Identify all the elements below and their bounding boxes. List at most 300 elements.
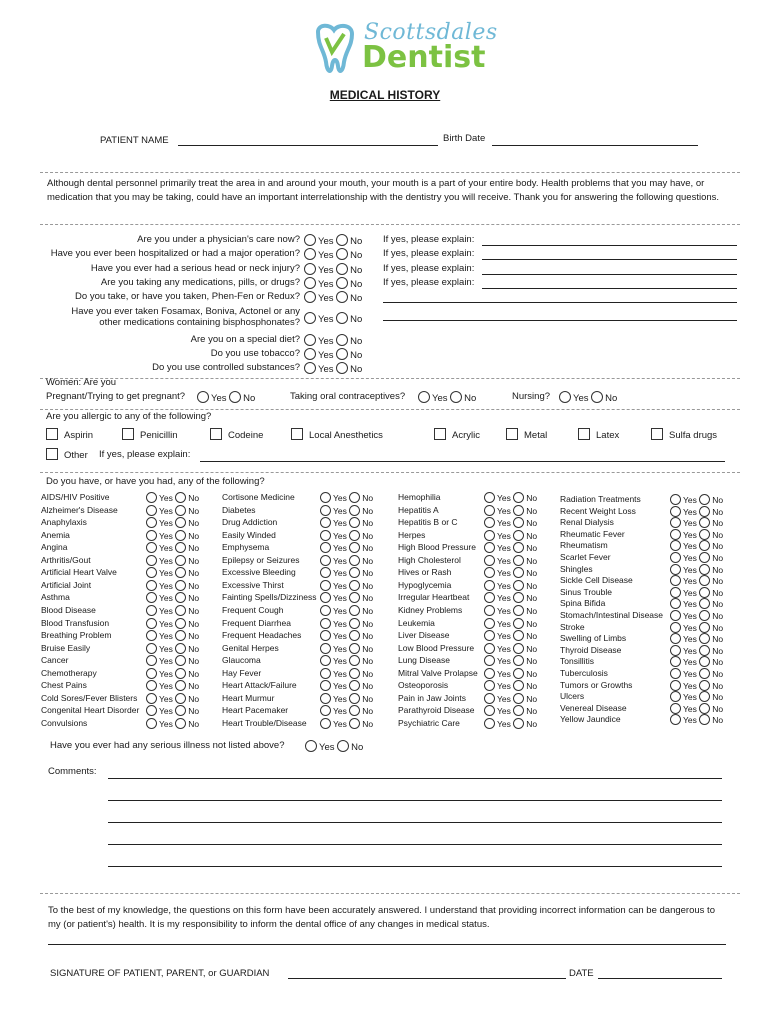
radio-yes[interactable] (670, 691, 681, 702)
radio-yes[interactable] (559, 391, 571, 403)
radio-yes[interactable] (484, 630, 495, 641)
yes-no-group[interactable] (146, 705, 199, 716)
radio-no[interactable] (513, 718, 524, 729)
radio-yes[interactable] (670, 714, 681, 725)
radio-no[interactable] (175, 505, 186, 516)
radio-no[interactable] (513, 567, 524, 578)
checkbox[interactable] (210, 428, 222, 440)
radio-yes[interactable] (146, 643, 157, 654)
radio-no[interactable] (175, 542, 186, 553)
yes-no-group[interactable] (304, 277, 362, 290)
pregnant-yes-no[interactable]: Yes No (197, 391, 255, 404)
radio-yes[interactable] (146, 718, 157, 729)
radio-yes[interactable] (146, 505, 157, 516)
yes-no-group[interactable] (304, 362, 362, 375)
radio-no[interactable] (349, 693, 360, 704)
radio-no[interactable] (175, 517, 186, 528)
yes-no-group[interactable] (484, 492, 537, 503)
radio-yes[interactable] (304, 263, 316, 275)
yes-no-group[interactable] (304, 263, 362, 276)
radio-no[interactable] (349, 655, 360, 666)
radio-yes[interactable] (320, 655, 331, 666)
comments-line[interactable] (108, 822, 722, 823)
yes-no-group[interactable] (320, 542, 373, 553)
yes-no-group[interactable] (320, 718, 373, 729)
radio-no[interactable] (175, 693, 186, 704)
yes-no-group[interactable] (146, 643, 199, 654)
yes-no-group[interactable] (320, 705, 373, 716)
radio-no[interactable] (175, 580, 186, 591)
radio-no[interactable] (513, 492, 524, 503)
allergy-sulfa-drugs[interactable] (651, 428, 717, 441)
yes-no-group[interactable] (146, 567, 199, 578)
radio-no[interactable] (175, 643, 186, 654)
yes-no-group[interactable] (146, 542, 199, 553)
checkbox[interactable] (651, 428, 663, 440)
comments-line[interactable] (108, 866, 722, 867)
radio-yes[interactable] (146, 517, 157, 528)
yes-no-group[interactable] (146, 618, 199, 629)
radio-no[interactable] (175, 592, 186, 603)
radio-yes[interactable] (484, 542, 495, 553)
explain-field[interactable] (482, 288, 737, 289)
yes-no-group[interactable] (146, 680, 199, 691)
radio-yes[interactable] (484, 705, 495, 716)
radio-no[interactable] (699, 564, 710, 575)
radio-no[interactable] (699, 587, 710, 598)
radio-yes[interactable] (670, 598, 681, 609)
radio-no[interactable] (349, 592, 360, 603)
radio-yes[interactable] (670, 494, 681, 505)
radio-yes[interactable] (320, 517, 331, 528)
radio-no[interactable] (336, 277, 348, 289)
radio-no[interactable] (336, 312, 348, 324)
radio-yes[interactable] (146, 555, 157, 566)
radio-yes[interactable] (484, 618, 495, 629)
signature-field[interactable] (288, 978, 566, 979)
yes-no-group[interactable] (320, 567, 373, 578)
radio-no[interactable] (336, 362, 348, 374)
yes-no-group[interactable] (320, 605, 373, 616)
radio-no[interactable] (513, 643, 524, 654)
other-explain-field[interactable] (200, 461, 725, 462)
yes-no-group[interactable] (484, 530, 537, 541)
radio-no[interactable] (336, 291, 348, 303)
radio-yes[interactable] (146, 705, 157, 716)
yes-no-group[interactable] (146, 505, 199, 516)
yes-no-group[interactable] (304, 234, 362, 247)
radio-no[interactable] (513, 580, 524, 591)
radio-yes[interactable] (146, 693, 157, 704)
radio-no[interactable] (699, 633, 710, 644)
contraceptives-yes-no[interactable]: Yes No (418, 391, 476, 404)
explain-field[interactable] (482, 245, 737, 246)
yes-no-group[interactable] (670, 622, 723, 633)
radio-yes[interactable] (670, 622, 681, 633)
radio-yes[interactable] (305, 740, 317, 752)
radio-yes[interactable] (484, 680, 495, 691)
radio-yes[interactable] (670, 656, 681, 667)
radio-yes[interactable] (670, 564, 681, 575)
yes-no-group[interactable] (484, 630, 537, 641)
radio-yes[interactable] (146, 630, 157, 641)
yes-no-group[interactable] (320, 618, 373, 629)
radio-yes[interactable] (197, 391, 209, 403)
yes-no-group[interactable] (670, 610, 723, 621)
allergy-penicillin[interactable] (122, 428, 178, 441)
yes-no-group[interactable] (146, 668, 199, 679)
radio-no[interactable] (699, 517, 710, 528)
yes-no-group[interactable] (484, 718, 537, 729)
yes-no-group[interactable] (146, 655, 199, 666)
checkbox[interactable] (122, 428, 134, 440)
radio-no[interactable] (175, 605, 186, 616)
radio-no[interactable] (229, 391, 241, 403)
checkbox[interactable] (578, 428, 590, 440)
radio-no[interactable] (349, 605, 360, 616)
radio-no[interactable] (699, 575, 710, 586)
radio-yes[interactable] (320, 618, 331, 629)
radio-yes[interactable] (484, 605, 495, 616)
yes-no-group[interactable] (670, 529, 723, 540)
yes-no-group[interactable] (320, 680, 373, 691)
yes-no-group[interactable] (146, 605, 199, 616)
yes-no-group[interactable] (484, 517, 537, 528)
radio-no[interactable] (513, 517, 524, 528)
radio-no[interactable] (175, 680, 186, 691)
allergy-codeine[interactable] (210, 428, 263, 441)
yes-no-group[interactable] (670, 691, 723, 702)
yes-no-group[interactable] (484, 693, 537, 704)
radio-no[interactable] (699, 703, 710, 714)
birth-date-field[interactable] (492, 145, 698, 146)
yes-no-group[interactable] (304, 312, 362, 325)
radio-yes[interactable] (304, 277, 316, 289)
radio-yes[interactable] (304, 248, 316, 260)
yes-no-group[interactable] (670, 564, 723, 575)
yes-no-group[interactable] (670, 552, 723, 563)
radio-yes[interactable] (304, 234, 316, 246)
radio-no[interactable] (349, 517, 360, 528)
yes-no-group[interactable] (146, 492, 199, 503)
serious-illness-yes-no[interactable]: Yes No (305, 740, 363, 753)
radio-no[interactable] (699, 529, 710, 540)
radio-no[interactable] (175, 630, 186, 641)
radio-no[interactable] (591, 391, 603, 403)
yes-no-group[interactable] (320, 668, 373, 679)
radio-yes[interactable] (146, 655, 157, 666)
yes-no-group[interactable] (320, 630, 373, 641)
radio-yes[interactable] (320, 693, 331, 704)
yes-no-group[interactable] (484, 643, 537, 654)
yes-no-group[interactable] (484, 605, 537, 616)
yes-no-group[interactable] (146, 693, 199, 704)
radio-no[interactable] (349, 580, 360, 591)
radio-yes[interactable] (320, 668, 331, 679)
radio-no[interactable] (699, 680, 710, 691)
radio-no[interactable] (349, 530, 360, 541)
radio-no[interactable] (336, 263, 348, 275)
radio-yes[interactable] (484, 580, 495, 591)
explain-field[interactable] (383, 302, 737, 303)
radio-no[interactable] (175, 555, 186, 566)
yes-no-group[interactable] (670, 598, 723, 609)
radio-yes[interactable] (484, 718, 495, 729)
radio-yes[interactable] (320, 630, 331, 641)
radio-yes[interactable] (484, 567, 495, 578)
radio-no[interactable] (699, 691, 710, 702)
radio-yes[interactable] (320, 505, 331, 516)
yes-no-group[interactable] (320, 592, 373, 603)
radio-no[interactable] (337, 740, 349, 752)
radio-no[interactable] (699, 668, 710, 679)
radio-no[interactable] (336, 234, 348, 246)
radio-yes[interactable] (484, 592, 495, 603)
radio-no[interactable] (513, 630, 524, 641)
radio-yes[interactable] (146, 567, 157, 578)
radio-no[interactable] (513, 693, 524, 704)
radio-yes[interactable] (670, 540, 681, 551)
yes-no-group[interactable] (484, 580, 537, 591)
yes-no-group[interactable] (670, 494, 723, 505)
yes-no-group[interactable] (484, 555, 537, 566)
radio-no[interactable] (513, 555, 524, 566)
allergy-acrylic[interactable] (434, 428, 480, 441)
radio-yes[interactable] (670, 506, 681, 517)
radio-yes[interactable] (484, 517, 495, 528)
radio-no[interactable] (699, 540, 710, 551)
radio-yes[interactable] (146, 618, 157, 629)
radio-yes[interactable] (146, 542, 157, 553)
radio-no[interactable] (336, 248, 348, 260)
radio-no[interactable] (513, 655, 524, 666)
yes-no-group[interactable] (670, 506, 723, 517)
radio-no[interactable] (699, 506, 710, 517)
radio-no[interactable] (349, 643, 360, 654)
radio-yes[interactable] (146, 605, 157, 616)
radio-yes[interactable] (670, 633, 681, 644)
radio-yes[interactable] (484, 555, 495, 566)
radio-no[interactable] (513, 680, 524, 691)
radio-yes[interactable] (320, 605, 331, 616)
yes-no-group[interactable] (484, 592, 537, 603)
radio-no[interactable] (175, 567, 186, 578)
radio-no[interactable] (349, 705, 360, 716)
radio-yes[interactable] (320, 530, 331, 541)
radio-yes[interactable] (320, 643, 331, 654)
radio-yes[interactable] (146, 680, 157, 691)
radio-yes[interactable] (146, 668, 157, 679)
radio-no[interactable] (699, 622, 710, 633)
yes-no-group[interactable] (484, 705, 537, 716)
radio-yes[interactable] (484, 643, 495, 654)
radio-yes[interactable] (304, 348, 316, 360)
radio-yes[interactable] (484, 668, 495, 679)
yes-no-group[interactable] (484, 668, 537, 679)
yes-no-group[interactable] (146, 530, 199, 541)
date-field[interactable] (598, 978, 722, 979)
radio-no[interactable] (699, 598, 710, 609)
radio-no[interactable] (336, 334, 348, 346)
radio-yes[interactable] (146, 592, 157, 603)
yes-no-group[interactable] (670, 633, 723, 644)
yes-no-group[interactable] (304, 248, 362, 261)
radio-yes[interactable] (670, 703, 681, 714)
checkbox[interactable] (46, 448, 58, 460)
radio-yes[interactable] (484, 530, 495, 541)
radio-yes[interactable] (320, 542, 331, 553)
radio-no[interactable] (513, 530, 524, 541)
yes-no-group[interactable] (304, 291, 362, 304)
radio-yes[interactable] (670, 529, 681, 540)
other-allergy[interactable]: Other (46, 448, 88, 461)
yes-no-group[interactable] (320, 505, 373, 516)
yes-no-group[interactable] (320, 655, 373, 666)
yes-no-group[interactable] (146, 630, 199, 641)
radio-yes[interactable] (670, 610, 681, 621)
radio-no[interactable] (175, 618, 186, 629)
comments-line[interactable] (108, 778, 722, 779)
radio-no[interactable] (513, 592, 524, 603)
radio-no[interactable] (349, 680, 360, 691)
yes-no-group[interactable] (320, 580, 373, 591)
radio-yes[interactable] (670, 517, 681, 528)
yes-no-group[interactable] (484, 618, 537, 629)
radio-yes[interactable] (320, 567, 331, 578)
radio-no[interactable] (699, 610, 710, 621)
explain-field[interactable] (383, 320, 737, 321)
radio-yes[interactable] (320, 718, 331, 729)
nursing-yes-no[interactable]: Yes No (559, 391, 617, 404)
radio-no[interactable] (175, 655, 186, 666)
yes-no-group[interactable] (670, 668, 723, 679)
radio-no[interactable] (513, 618, 524, 629)
yes-no-group[interactable] (670, 645, 723, 656)
radio-yes[interactable] (320, 592, 331, 603)
yes-no-group[interactable] (146, 718, 199, 729)
radio-no[interactable] (349, 492, 360, 503)
radio-no[interactable] (175, 718, 186, 729)
yes-no-group[interactable] (320, 693, 373, 704)
radio-yes[interactable] (670, 680, 681, 691)
allergy-metal[interactable] (506, 428, 547, 441)
radio-no[interactable] (175, 492, 186, 503)
radio-no[interactable] (513, 542, 524, 553)
yes-no-group[interactable] (146, 517, 199, 528)
radio-no[interactable] (175, 668, 186, 679)
yes-no-group[interactable] (320, 530, 373, 541)
yes-no-group[interactable] (670, 587, 723, 598)
yes-no-group[interactable] (484, 567, 537, 578)
yes-no-group[interactable] (304, 348, 362, 361)
yes-no-group[interactable] (320, 555, 373, 566)
radio-no[interactable] (513, 605, 524, 616)
yes-no-group[interactable] (484, 680, 537, 691)
radio-no[interactable] (349, 618, 360, 629)
radio-no[interactable] (699, 714, 710, 725)
yes-no-group[interactable] (320, 643, 373, 654)
radio-no[interactable] (450, 391, 462, 403)
radio-yes[interactable] (304, 334, 316, 346)
yes-no-group[interactable] (146, 555, 199, 566)
yes-no-group[interactable] (484, 505, 537, 516)
patient-name-field[interactable] (178, 145, 438, 146)
yes-no-group[interactable] (670, 680, 723, 691)
yes-no-group[interactable] (670, 703, 723, 714)
yes-no-group[interactable] (320, 517, 373, 528)
yes-no-group[interactable] (320, 492, 373, 503)
radio-no[interactable] (175, 705, 186, 716)
radio-yes[interactable] (320, 555, 331, 566)
radio-no[interactable] (349, 630, 360, 641)
checkbox[interactable] (506, 428, 518, 440)
radio-yes[interactable] (484, 505, 495, 516)
allergy-latex[interactable] (578, 428, 619, 441)
radio-no[interactable] (349, 555, 360, 566)
explain-field[interactable] (482, 259, 737, 260)
yes-no-group[interactable] (146, 580, 199, 591)
radio-no[interactable] (513, 668, 524, 679)
radio-yes[interactable] (320, 705, 331, 716)
radio-yes[interactable] (146, 580, 157, 591)
radio-yes[interactable] (670, 668, 681, 679)
radio-yes[interactable] (146, 530, 157, 541)
radio-no[interactable] (349, 505, 360, 516)
yes-no-group[interactable] (484, 542, 537, 553)
allergy-aspirin[interactable] (46, 428, 93, 441)
yes-no-group[interactable] (670, 575, 723, 586)
yes-no-group[interactable] (146, 592, 199, 603)
radio-yes[interactable] (304, 312, 316, 324)
radio-yes[interactable] (320, 580, 331, 591)
explain-field[interactable] (482, 274, 737, 275)
radio-no[interactable] (513, 505, 524, 516)
yes-no-group[interactable] (670, 656, 723, 667)
radio-yes[interactable] (304, 362, 316, 374)
yes-no-group[interactable] (670, 714, 723, 725)
comments-line[interactable] (108, 800, 722, 801)
allergy-local-anesthetics[interactable] (291, 428, 383, 441)
radio-yes[interactable] (670, 575, 681, 586)
radio-yes[interactable] (484, 693, 495, 704)
yes-no-group[interactable] (670, 540, 723, 551)
radio-yes[interactable] (418, 391, 430, 403)
radio-no[interactable] (349, 567, 360, 578)
yes-no-group[interactable] (670, 517, 723, 528)
radio-yes[interactable] (146, 492, 157, 503)
radio-yes[interactable] (484, 655, 495, 666)
radio-no[interactable] (349, 668, 360, 679)
radio-yes[interactable] (304, 291, 316, 303)
checkbox[interactable] (291, 428, 303, 440)
radio-no[interactable] (699, 656, 710, 667)
radio-no[interactable] (513, 705, 524, 716)
radio-no[interactable] (175, 530, 186, 541)
checkbox[interactable] (46, 428, 58, 440)
radio-no[interactable] (699, 645, 710, 656)
radio-no[interactable] (336, 348, 348, 360)
radio-yes[interactable] (670, 587, 681, 598)
checkbox[interactable] (434, 428, 446, 440)
radio-yes[interactable] (484, 492, 495, 503)
radio-no[interactable] (699, 494, 710, 505)
yes-no-group[interactable] (484, 655, 537, 666)
radio-yes[interactable] (670, 645, 681, 656)
radio-no[interactable] (699, 552, 710, 563)
radio-yes[interactable] (320, 492, 331, 503)
comments-line[interactable] (108, 844, 722, 845)
radio-yes[interactable] (320, 680, 331, 691)
